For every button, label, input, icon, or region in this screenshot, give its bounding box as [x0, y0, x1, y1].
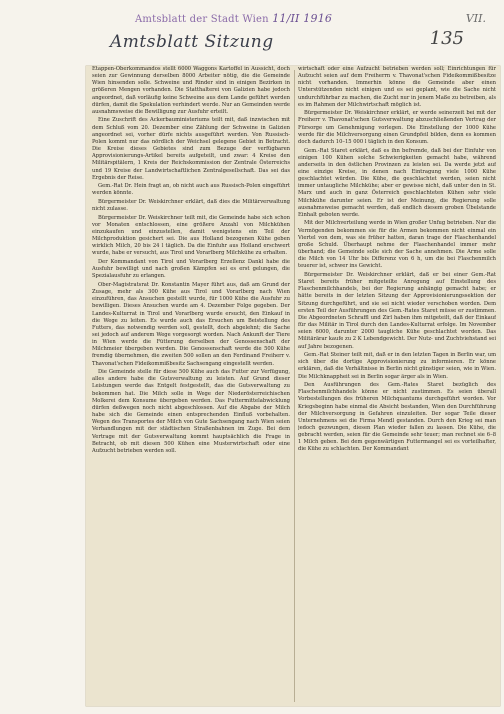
paragraph: Mit der Milchverteilung werde in Wien großer Unfug betrieben. Nur die Vermögenden bekommen sie für die Armen bekommen nicht einmal ein Viertel von dem, was sie früher hatten, daran trage der Flaschenhandel große Schuld. Überhaupt nehme der Flaschenhandel immer mehr überhand; die Gemeinde solle sich der Sache annehmen. Die Arme solle die Milch von 14 Uhr bis Differenz von 6 h, um die bei Flaschenmilch teuerer ist, schwer ins Gewicht.	[298, 220, 496, 270]
handwritten-heading: Amtsblatt Sitzung	[110, 32, 274, 52]
paragraph: Ober-Magistratsrat Dr. Konstantin Mayer führt aus, daß am Grund der Zusage, mehr als 300 Kühe aus Tirol und Vorarlberg nach Wien einzuführen, das Ansuchen gestellt wurde, für 1000 Kühe die Ausfuhr zu bewilligen. Dieses Ansuchen wurde am 4. Dezember Folge gegeben. Der Landes-Kulturrat in Tirol und Vorarlberg wurde ersucht, den Einkauf in die Wege zu leiten. Es wurde auch das Ersuchen um Beistellung des Futters, das notwendig werden soll, gestellt, doch abgelehnt; die Sache sei jedoch auf anderem Wege vorgesorgt worden. Nach Ankunft der Tiere in Wien werde die Fütterung derselben der Genossenschaft der Milchmeier übergeben werden. Die Genossenschaft werde die 500 Kühe fremdig übernehmen, die zweiten 500 sollen an den Ferdinand Freiherr v. Thavonat'schen Fideikommißbesitz Sachsengang eingestellt werden.	[92, 281, 290, 367]
paragraph: Etappen-Oberkommandos stellt 6000 Waggons Kartoffel in Aussicht, doch seien zur Gewinnung derselben 8000 Arbeiter nötig, die die Gemeinde Wien hinsenden solle. Schweine und Rinder sind in einigen Bezirken in größeren Mengen vorhanden. Die Statthalterei von Galizien habe jedoch angeordnet, daß vorläufig keine Schweine aus dem Lande geführt werden dürfen, damit die Spekulation verhindert werde. Nur an Gemeinden werde ausnahmsweise die Bewilligung zur Ausfuhr erteilt.	[92, 66, 290, 115]
paragraph: Gem.-Rat Staret erklärt, daß es ihn befremde, daß bei der Einfuhr von einigen 100 Kühen solche Schwierigkeiten gemacht habe, während anderseits in den östlichen Provinzen zu leisten sei. Da werde jetzt auf eine einzige Kreise, in denen nach Eintragung viele 1000 Kühe geschlachtet würden. Die Kühe, die geschlachtet werden, seien nicht immer untaugliche Milchkühe; aber er gewisse nicht, daß unter den in St. Marx und auch in ganz Österreich geschlachteten Kühen sehr viele Milchkühe darunter seien. Er ist der Meinung, die Regierung solle ausnahmsweise gemacht werden, daß endlich diesem groben Übelstande Einhalt geboten werde.	[298, 147, 496, 218]
right-column	[298, 66, 496, 706]
paragraph: Bürgermeister Dr. Weiskirchner erklärt, er werde seinerzeit bei mit der Freiherr v. Thavonat'schen Gutsverwaltung abzuschließenden Vertrag der Fürsorge um Genehmigung vorlegen. Die Einstellung der 1000 Kühe werde für die Milchversorgung einen Grundpfeil bilden, denn es kommen doch dadurch 10–15 000 l täglich in den Konsum.	[298, 110, 496, 145]
paragraph: Gem.-Rat Steiner teilt mit, daß er in den letzten Tagen in Berlin war, um sich über die dortige Approvisionierung zu informieren. Er könne erklären, daß die Verhältnisse in Berlin nicht günstiger seien, wie in Wien. Die Milchknappheit sei in Berlin sogar ärger als in Wien.	[298, 352, 496, 380]
left-column	[92, 66, 290, 706]
stamp-date: 11/II 1916	[272, 12, 333, 25]
newspaper-stamp	[135, 12, 332, 25]
folio-number: 135	[429, 28, 464, 49]
paragraph: Den Ausführungen des Gem.-Rates Staret bezüglich des Flaschenmilchhandels könne er nicht zustimmen. Es seien überall Vorbestellungen des früheren Milchquantums durchgeführt worden. Vor Kriegsbeginn habe einmal die Absicht bestanden, Wien den Durchführung der Milchversorgung in Gefahren einzuleiten. Der sogar Teile dieser Unternehmens sei die Firma Mendl gestanden. Durch den Krieg sei man jedoch gezwungen, diesen Plan wieder fallen zu lassen. Die Kühe, die gebracht werden, seien für die Gemeinde sehr teuer; man rechnet sie 6–8 1 Milch geben. Bei dem gegenwärtigen Futtermangel sei es vorteilhafter, die Kühe zu schlachten. Der Kommandant	[298, 382, 496, 453]
paragraph: Bürgermeister Dr. Weiskirchner erklärt, daß dies die Militärverwaltung nicht zulasse.	[92, 198, 290, 213]
page-number: VII.	[465, 12, 486, 25]
newspaper-clipping	[86, 66, 500, 706]
column-divider	[294, 70, 295, 702]
paragraph: Der Kommandant von Tirol und Vorarlberg Erzellenz Dankl habe die Ausfuhr bewilligt und nach großen Kämpfen sei es erst gelungen, die Spezialausfuhr zu erlangen.	[92, 259, 290, 280]
stamp-publication: Amtsblatt der Stadt Wien	[135, 14, 269, 25]
paragraph: Bürgermeister Dr. Weiskirchner teilt mit, die Gemeinde habe sich schon vor Monaten entschlossen, eine größere Anzahl von Milchkühen einzukaufen und einzustellen, damit wenigstens ein Teil der Milchproduktion gesichert sei. Die aus Holland bezogenen Kühe geben wirklich Milch, 20 bis 24 l täglich. Da die Einfuhr aus Holland erschwert wurde, habe er versucht, aus Tirol und Vorarlberg Milchkühe zu erhalten.	[92, 214, 290, 257]
paragraph: Gem.-Rat Dr. Hein fragt an, ob nicht auch aus Russisch-Polen eingeführt werden könnte.	[92, 183, 290, 197]
paragraph: Bürgermeister Dr. Weiskirchner erklärt, daß er bei einer Gem.-Rat Staret bereits früher mitgeteilte Anregung auf Einstellung des Flaschenmilchhandels, bei der Regierung anhängig gemacht habe; er hätte bereits in der letzten Sitzung der Approvisionierungssektion der Sitzung durchgeführt, und sie sei nicht wieder verschoben worden. Dem ersten Teil der Ausführungen des Gem.-Rates Staret müsse er zustimmen. Die Abgeordneten Schraffl und Zirl haben ihm mitgeteilt, daß der Einkauf für das Militär in Tirol durch den Landes-Kulturrat erfolge. Im November seien 6000, darunter 2000 taugliche Kühe geschlachtet worden. Das Militärärar kaufe zu 2 K Lebendgewicht. Der Nutz- und Zuchtviehstand sei auf Jahre bezogenen.	[298, 271, 496, 350]
paragraph: wirtschaft oder eine Aufzucht betrieben werden soll; Einrichtungen für Aufzucht seien auf dem Freiherrn v. Thavonat'schen Fideikommißbesitze nicht vorhanden. Immerhin könne die Gemeinde aber einen Unterstützenden nicht einigen und es sei geplant, wie die Sache nicht undurchführbar zu machen, die Zucht nur in jenem Maße zu betreiben, als es im Rahmen der Milchwirtschaft möglich ist.	[298, 66, 496, 108]
paragraph: Eine Zuschrift des Ackerbauministeriums teilt mit, daß inzwischen mit dem Schluß vom 20. Dezember eine Zählung der Schweine in Galizien angeordnet sei, vorher dürfe nichts ausgeführt werden. Von Russisch-Polen kommt nur das nördlich der Weichsel gelegene Gebiet in Betracht. Die Kreise dieses Gebietes sind zum Bezuge der verfügbaren Approvisionierungs-Artikel bereits aufgeteilt, und zwar: 4 Kreise den Militärspitälern, 1 Kreis der Reichskommission der Zentrale Österreichs und 19 Kreise der Landwirtschaftlichen Zentralgesellschaft. Das sei das Ergebnis der Reise.	[92, 117, 290, 181]
paragraph: Die Gemeinde stelle für diese 500 Kühe auch das Futter zur Verfügung, alles andere habe die Gutsverwaltung zu leisten. Auf Grund dieser Leistungen werde das Entgelt festgestellt, das die Gutsverwaltung zu bekommen hat. Die Milch solle in Wege der Niederösterreichischen Molkerei dem Konsume übergeben werden. Das Futtermittelabwicklung dürfen deßwegen noch nicht abgeschlossen. Auf die Abgabe der Milch habe sich die Gemeinde einen entsprechenden Einfluß vorbehalten. Wegen des Transportes der Milch von Gute Sachsengang nach Wien seien Verhandlungen mit der städtischen Straßenbahnen im Zuge. Bei dem Vertrage mit der Gutsverwaltung kommt hauptsächlich die Frage in Betracht, ob mit diesen 500 Kühen eine Musterwirtschaft oder eine Aufzucht betrieben werden soll.	[92, 369, 290, 454]
